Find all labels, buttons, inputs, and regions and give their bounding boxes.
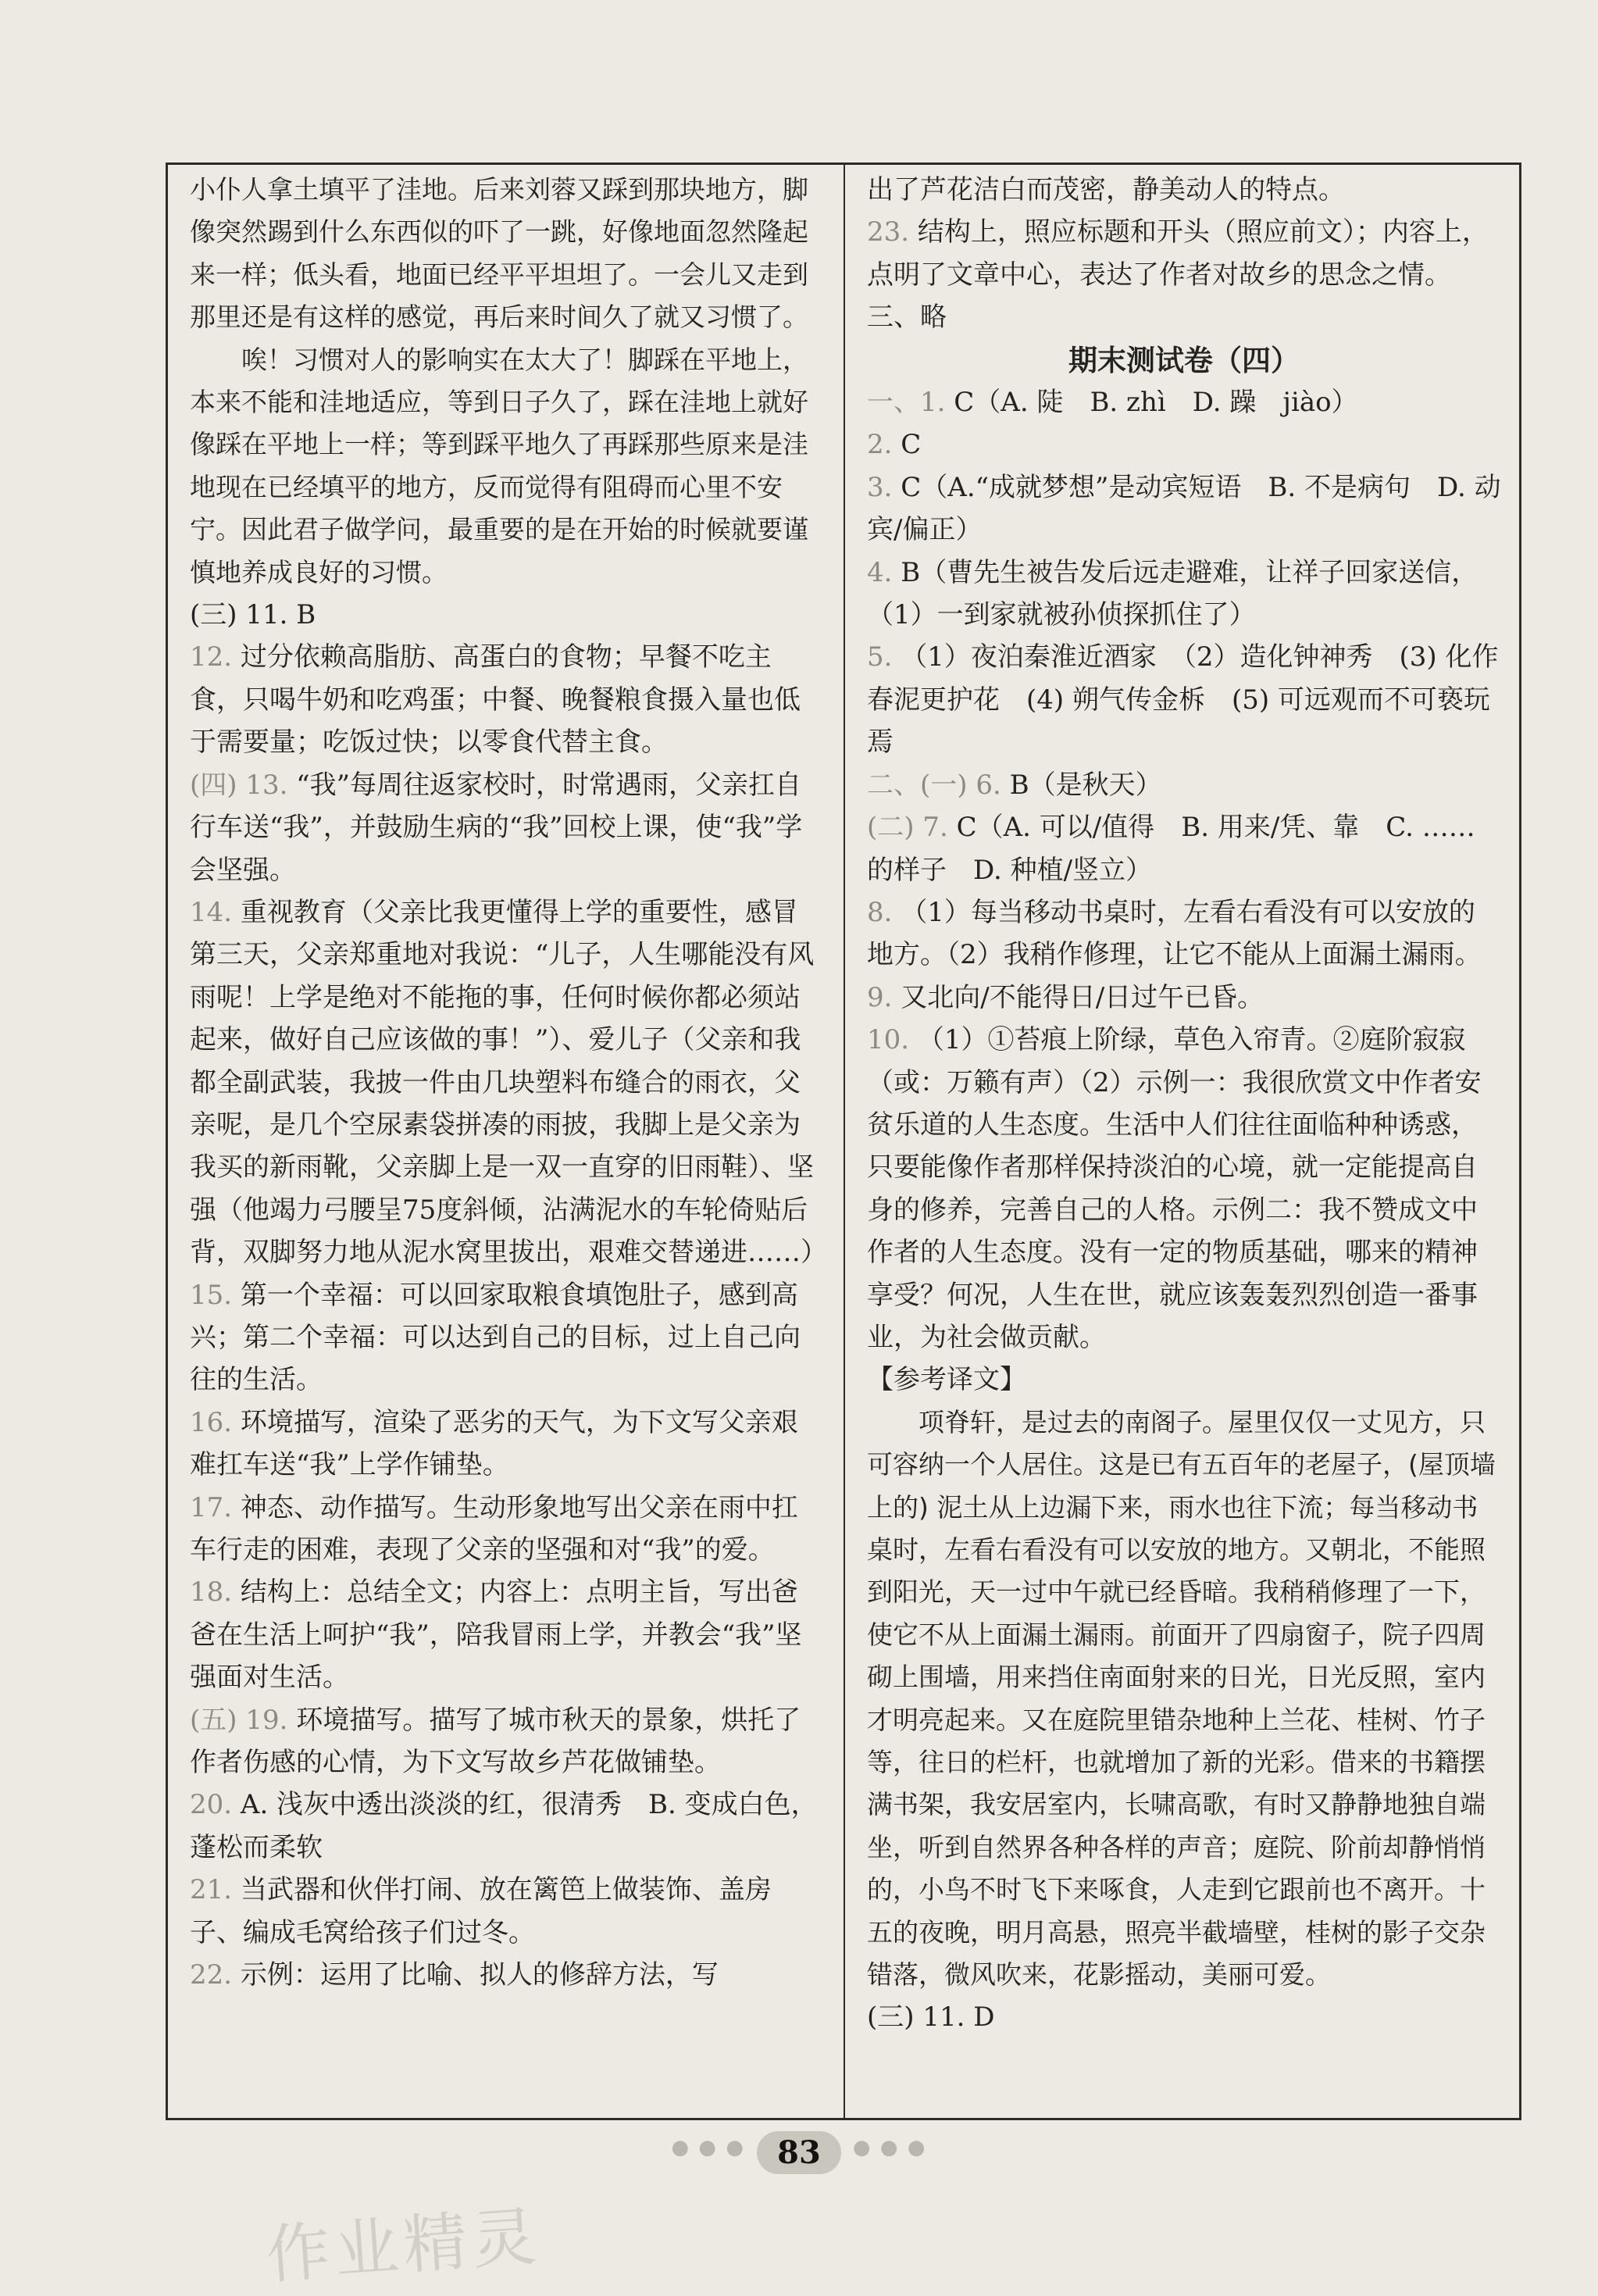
answer-item bbox=[190, 1402, 822, 1487]
item-text: 结构上：总结全文；内容上：点明主旨，写出爸爸在生活上呵护“我”，陪我冒雨上学，并教会“我”坚强面对生活。 bbox=[190, 1576, 802, 1694]
item-text: （1）①苔痕上阶绿，草色入帘青。②庭阶寂寂（或：万籁有声）（2）示例一：我很欣赏文中作者安贫乐道的人生态度。生活中人们往往面临种种诱惑，只要能像作者那样保持淡泊的心境，就一定能提高自身的修养，完善自己的人格。示例二：我不赞成文中作者的人生态度。没有一定的物质基础，哪来的精神享受？何况，人生在世，就应该轰轰烈烈创造一番事业，为社会做贡献。 bbox=[867, 1024, 1482, 1353]
answer-item bbox=[190, 169, 822, 339]
item-text: B（是秋天） bbox=[1009, 769, 1162, 801]
answer-item bbox=[867, 466, 1501, 552]
answer-item bbox=[190, 1274, 822, 1402]
item-number: 14. bbox=[190, 896, 233, 928]
column-divider bbox=[844, 162, 845, 2120]
item-text: （1）每当移动书桌时，左看右看没有可以安放的地方。（2）我稍作修理，让它不能从上面漏土漏雨。 bbox=[867, 896, 1482, 971]
item-number: 5. bbox=[867, 641, 893, 673]
item-number: 21. bbox=[190, 1874, 233, 1906]
item-number: 8. bbox=[867, 896, 893, 928]
item-text: 小仆人拿土填平了洼地。后来刘蓉又踩到那块地方，脚像突然踢到什么东西似的吓了一跳，好像地面忽然隆起来一样；低头看，地面已经平平坦坦了。一会儿又走到那里还是有这样的感觉，再后来时间久了就又习惯了。 bbox=[190, 174, 808, 333]
watermark: 作业精灵 bbox=[263, 2199, 544, 2294]
answer-item bbox=[190, 1487, 822, 1572]
item-text: 结构上，照应标题和开头（照应前文）；内容上，点明了文章中心，表达了作者对故乡的思念之情。 bbox=[867, 216, 1489, 291]
answer-item bbox=[190, 1784, 822, 1869]
item-text: 环境描写。描写了城市秋天的景象，烘托了作者伤感的心情，为下文写故乡芦花做铺垫。 bbox=[190, 1704, 801, 1779]
item-text: 出了芦花洁白而茂密，静美动人的特点。 bbox=[867, 174, 1345, 205]
answer-item bbox=[190, 594, 822, 636]
item-text: 环境描写，渲染了恶劣的天气，为下文写父亲艰难扛车送“我”上学作铺垫。 bbox=[190, 1406, 798, 1481]
item-text: 过分依赖高脂肪、高蛋白的食物；早餐不吃主食，只喝牛奶和吃鸡蛋；中餐、晚餐粮食摄入量也低于需要量；吃饭过快；以零食代替主食。 bbox=[190, 641, 801, 759]
answer-item bbox=[190, 1954, 822, 1996]
item-number: 3. bbox=[867, 471, 893, 503]
item-text: 当武器和伙伴打闹、放在篱笆上做装饰、盖房子、编成毛窝给孩子们过冬。 bbox=[190, 1874, 772, 1948]
answer-item bbox=[867, 1996, 1501, 2038]
item-text: 三、略 bbox=[867, 302, 947, 334]
item-text: C（A. 陡 B. zhì D. 躁 jiào） bbox=[954, 387, 1358, 419]
page-number: 83 bbox=[757, 2131, 841, 2174]
item-number: 18. bbox=[190, 1576, 233, 1609]
answer-item bbox=[867, 423, 1501, 466]
answer-item bbox=[190, 1699, 822, 1784]
item-number: (五) 19. bbox=[190, 1704, 288, 1736]
answer-item bbox=[190, 1869, 822, 1954]
item-text: C bbox=[901, 429, 922, 461]
answer-item bbox=[867, 296, 1501, 338]
right-column bbox=[867, 169, 1501, 2039]
answer-item bbox=[867, 552, 1501, 637]
item-number: 10. bbox=[867, 1024, 910, 1056]
answer-item bbox=[190, 891, 827, 1274]
item-text: C（A. 可以/值得 B. 用来/凭、靠 C. ……的样子 D. 种植/竖立） bbox=[867, 812, 1475, 886]
answer-item bbox=[867, 381, 1501, 423]
item-text: A. 浅灰中透出淡淡的红，很清秀 B. 变成白色，蓬松而柔软 bbox=[190, 1789, 818, 1863]
answer-item bbox=[190, 764, 822, 891]
item-number: 15. bbox=[190, 1279, 233, 1311]
page-footer bbox=[0, 2120, 1598, 2183]
item-number: 16. bbox=[190, 1406, 233, 1438]
left-column bbox=[190, 169, 827, 1996]
item-text: 【参考译文】 bbox=[867, 1364, 1026, 1396]
item-text: 期末测试卷（四） bbox=[1068, 342, 1300, 377]
item-text: (三) 11. D bbox=[867, 2001, 995, 2034]
answer-item bbox=[867, 169, 1501, 211]
answer-item bbox=[867, 891, 1501, 977]
answer-item bbox=[190, 339, 822, 594]
item-text: 唉！习惯对人的影响实在太大了！脚踩在平地上，本来不能和洼地适应，等到日子久了，踩在洼地上就好像踩在平地上一样；等到踩平地久了再踩那些原来是洼地现在已经填平的地方，反而觉得有阻碍而心里不安宁。因此君子做学问，最重要的是在开始的时候就要谨慎地养成良好的习惯。 bbox=[190, 344, 808, 587]
item-number: 23. bbox=[867, 216, 910, 248]
item-number: (二) 7. bbox=[867, 812, 948, 844]
item-text: 第一个幸福：可以回家取粮食填饱肚子，感到高兴；第二个幸福：可以达到自己的目标，过上自己向往的生活。 bbox=[190, 1279, 801, 1396]
item-text: （1）夜泊秦淮近酒家 （2）造化钟神秀 (3) 化作春泥更护花 (4) 朔气传金柝 (5) 可远观而不可亵玩焉 bbox=[867, 641, 1499, 759]
answer-item bbox=[190, 636, 822, 763]
item-number: 4. bbox=[867, 556, 893, 588]
answer-item bbox=[867, 764, 1501, 806]
item-number: 12. bbox=[190, 641, 233, 673]
answer-item bbox=[867, 211, 1501, 296]
item-text: C（A.“成就梦想”是动宾短语 B. 不是病句 D. 动宾/偏正） bbox=[867, 471, 1501, 546]
section-title bbox=[867, 339, 1501, 381]
item-number: 20. bbox=[190, 1789, 233, 1821]
answer-item bbox=[867, 636, 1501, 763]
item-text: 又北向/不能得日/日过午已昏。 bbox=[901, 981, 1264, 1013]
item-number: 二、(一) 6. bbox=[867, 769, 1001, 801]
answer-item bbox=[867, 977, 1501, 1019]
item-number: 2. bbox=[867, 429, 893, 461]
item-number: 9. bbox=[867, 981, 893, 1013]
item-text: “我”每周往返家校时，时常遇雨，父亲扛自行车送“我”，并鼓励生病的“我”回校上课，使“我”学会坚强。 bbox=[190, 769, 803, 886]
answer-item bbox=[867, 806, 1501, 891]
answer-item bbox=[867, 1359, 1501, 1401]
answer-item bbox=[867, 1019, 1501, 1359]
decor-dots-left-icon: ● ● ● bbox=[671, 2135, 746, 2159]
item-text: 重视教育（父亲比我更懂得上学的重要性，感冒第三天，父亲郑重地对我说：“儿子，人生哪能没有风雨呢！上学是绝对不能拖的事，任何时候你都必须站起来，做好自己应该做的事！”）、爱儿子（父亲和我都全副武装，我披一件由几块塑料布缝合的雨衣，父亲呢，是几个空尿素袋拼凑的雨披，我脚上是父亲为我买的新雨靴，父亲脚上是一双一直穿的旧雨鞋）、坚强（他竭力弓腰呈75度斜倾，沾满泥水的车轮倚贴后背，双脚努力地从泥水窝里拔出，艰难交替递进……） bbox=[190, 896, 827, 1269]
item-number: (四) 13. bbox=[190, 769, 288, 801]
item-number: 一、1. bbox=[867, 387, 946, 419]
item-text: B（曹先生被告发后远走避难，让祥子回家送信，（1）一到家就被孙侦探抓住了） bbox=[867, 556, 1479, 631]
item-text: 示例：运用了比喻、拟人的修辞方法，写 bbox=[240, 1959, 719, 1991]
item-text: (三) 11. B bbox=[190, 599, 316, 631]
decor-dots-right-icon: ● ● ● bbox=[852, 2135, 927, 2159]
item-number: 22. bbox=[190, 1959, 233, 1991]
item-number: 17. bbox=[190, 1491, 233, 1523]
answer-item bbox=[190, 1571, 822, 1698]
answer-item bbox=[867, 1402, 1501, 1997]
item-text: 项脊轩，是过去的南阁子。屋里仅仅一丈见方，只可容纳一个人居住。这是已有五百年的老屋子，(屋顶墙上的) 泥土从上边漏下来，雨水也往下流；每当移动书桌时，左看右看没有可以安放的地方。又朝北，不能照到阳光，天一过中午就已经昏暗。我稍稍修理了一下，使它不从上面漏土漏雨。前面开了四扇窗子，院子四周砌上围墙，用来挡住南面射来的日光，日光反照，室内才明亮起来。又在庭院里错杂地种上兰花、桂树、竹子等，往日的栏杆，也就增加了新的光彩。借来的书籍摆满书架，我安居室内，长啸高歌，有时又静静地独自端坐，听到自然界各种各样的声音；庭院、阶前却静悄悄的，小鸟不时飞下来啄食，人走到它跟前也不离开。十五的夜晚，明月高悬，照亮半截墙壁，桂树的影子交杂错落，微风吹来，花影摇动，美丽可爱。 bbox=[867, 1406, 1496, 1991]
item-text: 神态、动作描写。生动形象地写出父亲在雨中扛车行走的困难，表现了父亲的坚强和对“我”的爱。 bbox=[190, 1491, 798, 1566]
